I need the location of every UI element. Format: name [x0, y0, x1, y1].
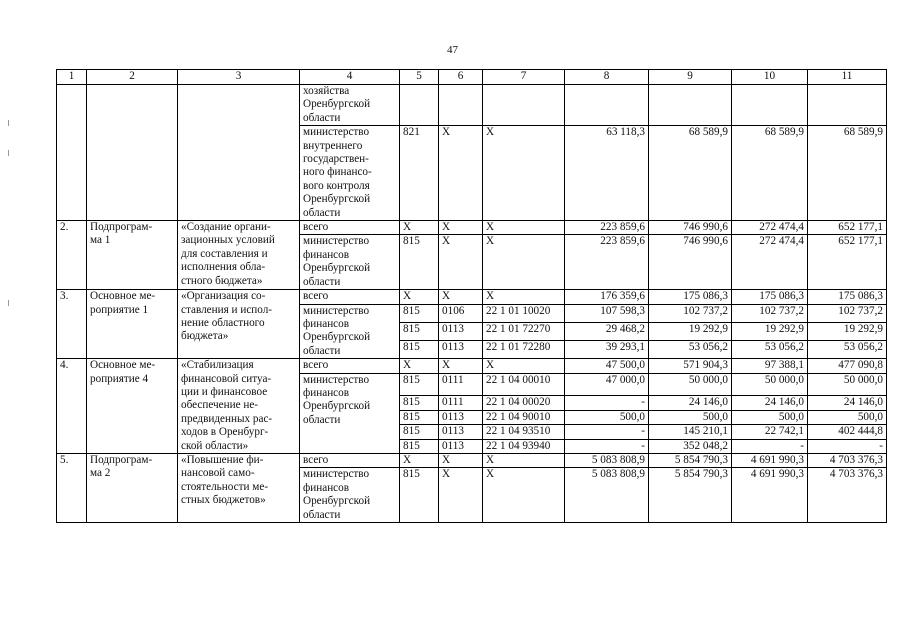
program-name-cell: «Стабилизация финансовой ситуа- ции и финансовое обеспечение не- предвиденных рас- ходов в Оренбург- ской области»: [178, 359, 300, 454]
value-cell: 223 859,6: [565, 235, 649, 290]
executor-cell: министерство внутреннего государствен- ного финансо- вого контроля Оренбургской области: [300, 126, 400, 221]
value-cell: 50 000,0: [732, 373, 808, 396]
value-cell: 652 177,1: [808, 235, 887, 290]
value-cell: 223 859,6: [565, 221, 649, 235]
value-cell: 24 146,0: [732, 396, 808, 410]
rzpr-cell: Х: [439, 235, 483, 290]
rzpr-cell: Х: [439, 221, 483, 235]
table-row: [57, 221, 887, 235]
header-cell: 9: [649, 70, 732, 85]
value-cell: 746 990,6: [649, 235, 732, 290]
csr-cell: 22 1 01 10020: [483, 304, 565, 322]
header-row: [57, 70, 887, 85]
csr-cell: Х: [483, 235, 565, 290]
value-cell: 746 990,6: [649, 221, 732, 235]
margin-mark: [8, 150, 9, 156]
value-cell: 50 000,0: [808, 373, 887, 396]
rzpr-cell: 0113: [439, 425, 483, 439]
value-cell: 47 000,0: [565, 373, 649, 396]
rzpr-cell: 0106: [439, 304, 483, 322]
page-number: 47: [447, 44, 458, 56]
value-cell: 50 000,0: [649, 373, 732, 396]
value-cell: -: [565, 439, 649, 453]
value-cell: 571 904,3: [649, 359, 732, 373]
executor-cell: министерство финансов Оренбургской области: [300, 468, 400, 523]
value-cell: 102 737,2: [732, 304, 808, 322]
value-cell: 47 500,0: [565, 359, 649, 373]
value-cell: 102 737,2: [649, 304, 732, 322]
rzpr-cell: 0113: [439, 340, 483, 358]
grbs-cell: 815: [400, 340, 439, 358]
value-cell: 107 598,3: [565, 304, 649, 322]
status-cell: Основное ме- роприятие 4: [87, 359, 178, 454]
rzpr-cell: 0113: [439, 322, 483, 340]
program-name-cell: «Организация со- ставления и испол- нение областного бюджета»: [178, 290, 300, 359]
value-cell: 4 703 376,3: [808, 453, 887, 467]
csr-cell: Х: [483, 126, 565, 221]
value-cell: 402 444,8: [808, 425, 887, 439]
value-cell: 5 854 790,3: [649, 453, 732, 467]
csr-cell: 22 1 04 93940: [483, 439, 565, 453]
row-number: 5.: [57, 453, 87, 522]
value-cell: 500,0: [808, 410, 887, 424]
grbs-cell: Х: [400, 290, 439, 304]
value-cell: 53 056,2: [649, 340, 732, 358]
csr-cell: Х: [483, 359, 565, 373]
value-cell: -: [808, 439, 887, 453]
header-cell: 6: [439, 70, 483, 85]
grbs-cell: 815: [400, 322, 439, 340]
status-cell: Подпрограм- ма 2: [87, 453, 178, 522]
value-cell: 500,0: [649, 410, 732, 424]
csr-cell: 22 1 01 72280: [483, 340, 565, 358]
value-cell: 4 691 990,3: [732, 453, 808, 467]
program-name-cell: «Создание органи- зационных условий для составления и исполнения обла- стного бюджета»: [178, 221, 300, 290]
header-cell: 7: [483, 70, 565, 85]
executor-cell: министерство финансов Оренбургской области: [300, 304, 400, 359]
value-cell: 24 146,0: [808, 396, 887, 410]
value-cell: 272 474,4: [732, 221, 808, 235]
value-cell: -: [565, 425, 649, 439]
value-cell: -: [732, 439, 808, 453]
value-cell: 272 474,4: [732, 235, 808, 290]
budget-table: [56, 69, 887, 523]
table-row: [57, 290, 887, 304]
grbs-cell: 815: [400, 373, 439, 396]
value-cell: -: [565, 396, 649, 410]
csr-cell: Х: [483, 290, 565, 304]
table-row: [57, 359, 887, 373]
row-number: 4.: [57, 359, 87, 454]
value-cell: 5 854 790,3: [649, 468, 732, 523]
value-cell: 102 737,2: [808, 304, 887, 322]
value-cell: 500,0: [565, 410, 649, 424]
rzpr-cell: Х: [439, 290, 483, 304]
value-cell: 477 090,8: [808, 359, 887, 373]
value-cell: 19 292,9: [808, 322, 887, 340]
csr-cell: Х: [483, 221, 565, 235]
grbs-cell: Х: [400, 359, 439, 373]
row-number: 3.: [57, 290, 87, 359]
csr-cell: 22 1 01 72270: [483, 322, 565, 340]
executor-cell: всего: [300, 359, 400, 373]
value-cell: 63 118,3: [565, 126, 649, 221]
grbs-cell: Х: [400, 221, 439, 235]
header-cell: 4: [300, 70, 400, 85]
value-cell: 68 589,9: [732, 126, 808, 221]
value-cell: 19 292,9: [732, 322, 808, 340]
value-cell: 53 056,2: [732, 340, 808, 358]
rzpr-cell: 0111: [439, 396, 483, 410]
grbs-cell: 815: [400, 304, 439, 322]
margin-mark: [8, 300, 9, 306]
value-cell: 145 210,1: [649, 425, 732, 439]
value-cell: 39 293,1: [565, 340, 649, 358]
csr-cell: 22 1 04 00010: [483, 373, 565, 396]
rzpr-cell: Х: [439, 468, 483, 523]
value-cell: 652 177,1: [808, 221, 887, 235]
rzpr-cell: Х: [439, 359, 483, 373]
value-cell: 176 359,6: [565, 290, 649, 304]
table-row: [57, 85, 887, 126]
executor-cell: министерство финансов Оренбургской области: [300, 373, 400, 453]
value-cell: 4 691 990,3: [732, 468, 808, 523]
csr-cell: Х: [483, 453, 565, 467]
csr-cell: 22 1 04 93510: [483, 425, 565, 439]
executor-cell: министерство финансов Оренбургской области: [300, 235, 400, 290]
header-cell: 10: [732, 70, 808, 85]
executor-cell: хозяйства Оренбургской области: [300, 85, 400, 126]
header-cell: 8: [565, 70, 649, 85]
status-cell: Основное ме- роприятие 1: [87, 290, 178, 359]
value-cell: 5 083 808,9: [565, 468, 649, 523]
rzpr-cell: Х: [439, 453, 483, 467]
status-cell: Подпрограм- ма 1: [87, 221, 178, 290]
value-cell: 4 703 376,3: [808, 468, 887, 523]
program-name-cell: «Повышение фи- нансовой само- стоятельности ме- стных бюджетов»: [178, 453, 300, 522]
grbs-cell: Х: [400, 453, 439, 467]
header-cell: 3: [178, 70, 300, 85]
margin-mark: [8, 120, 9, 126]
csr-cell: Х: [483, 468, 565, 523]
value-cell: 175 086,3: [732, 290, 808, 304]
grbs-cell: 821: [400, 126, 439, 221]
value-cell: 5 083 808,9: [565, 453, 649, 467]
value-cell: 53 056,2: [808, 340, 887, 358]
table-row: [57, 453, 887, 467]
rzpr-cell: 0113: [439, 439, 483, 453]
executor-cell: всего: [300, 221, 400, 235]
grbs-cell: 815: [400, 235, 439, 290]
value-cell: 97 388,1: [732, 359, 808, 373]
value-cell: 29 468,2: [565, 322, 649, 340]
value-cell: 68 589,9: [649, 126, 732, 221]
csr-cell: 22 1 04 90010: [483, 410, 565, 424]
rzpr-cell: 0111: [439, 373, 483, 396]
row-number: 2.: [57, 221, 87, 290]
value-cell: 68 589,9: [808, 126, 887, 221]
executor-cell: всего: [300, 290, 400, 304]
rzpr-cell: Х: [439, 126, 483, 221]
value-cell: 175 086,3: [808, 290, 887, 304]
value-cell: 352 048,2: [649, 439, 732, 453]
executor-cell: всего: [300, 453, 400, 467]
grbs-cell: 815: [400, 396, 439, 410]
header-cell: 1: [57, 70, 87, 85]
value-cell: 175 086,3: [649, 290, 732, 304]
grbs-cell: 815: [400, 410, 439, 424]
grbs-cell: 815: [400, 425, 439, 439]
rzpr-cell: 0113: [439, 410, 483, 424]
value-cell: 19 292,9: [649, 322, 732, 340]
header-cell: 11: [808, 70, 887, 85]
value-cell: 500,0: [732, 410, 808, 424]
csr-cell: 22 1 04 00020: [483, 396, 565, 410]
header-cell: 5: [400, 70, 439, 85]
value-cell: 24 146,0: [649, 396, 732, 410]
value-cell: 22 742,1: [732, 425, 808, 439]
grbs-cell: 815: [400, 468, 439, 523]
header-cell: 2: [87, 70, 178, 85]
grbs-cell: 815: [400, 439, 439, 453]
